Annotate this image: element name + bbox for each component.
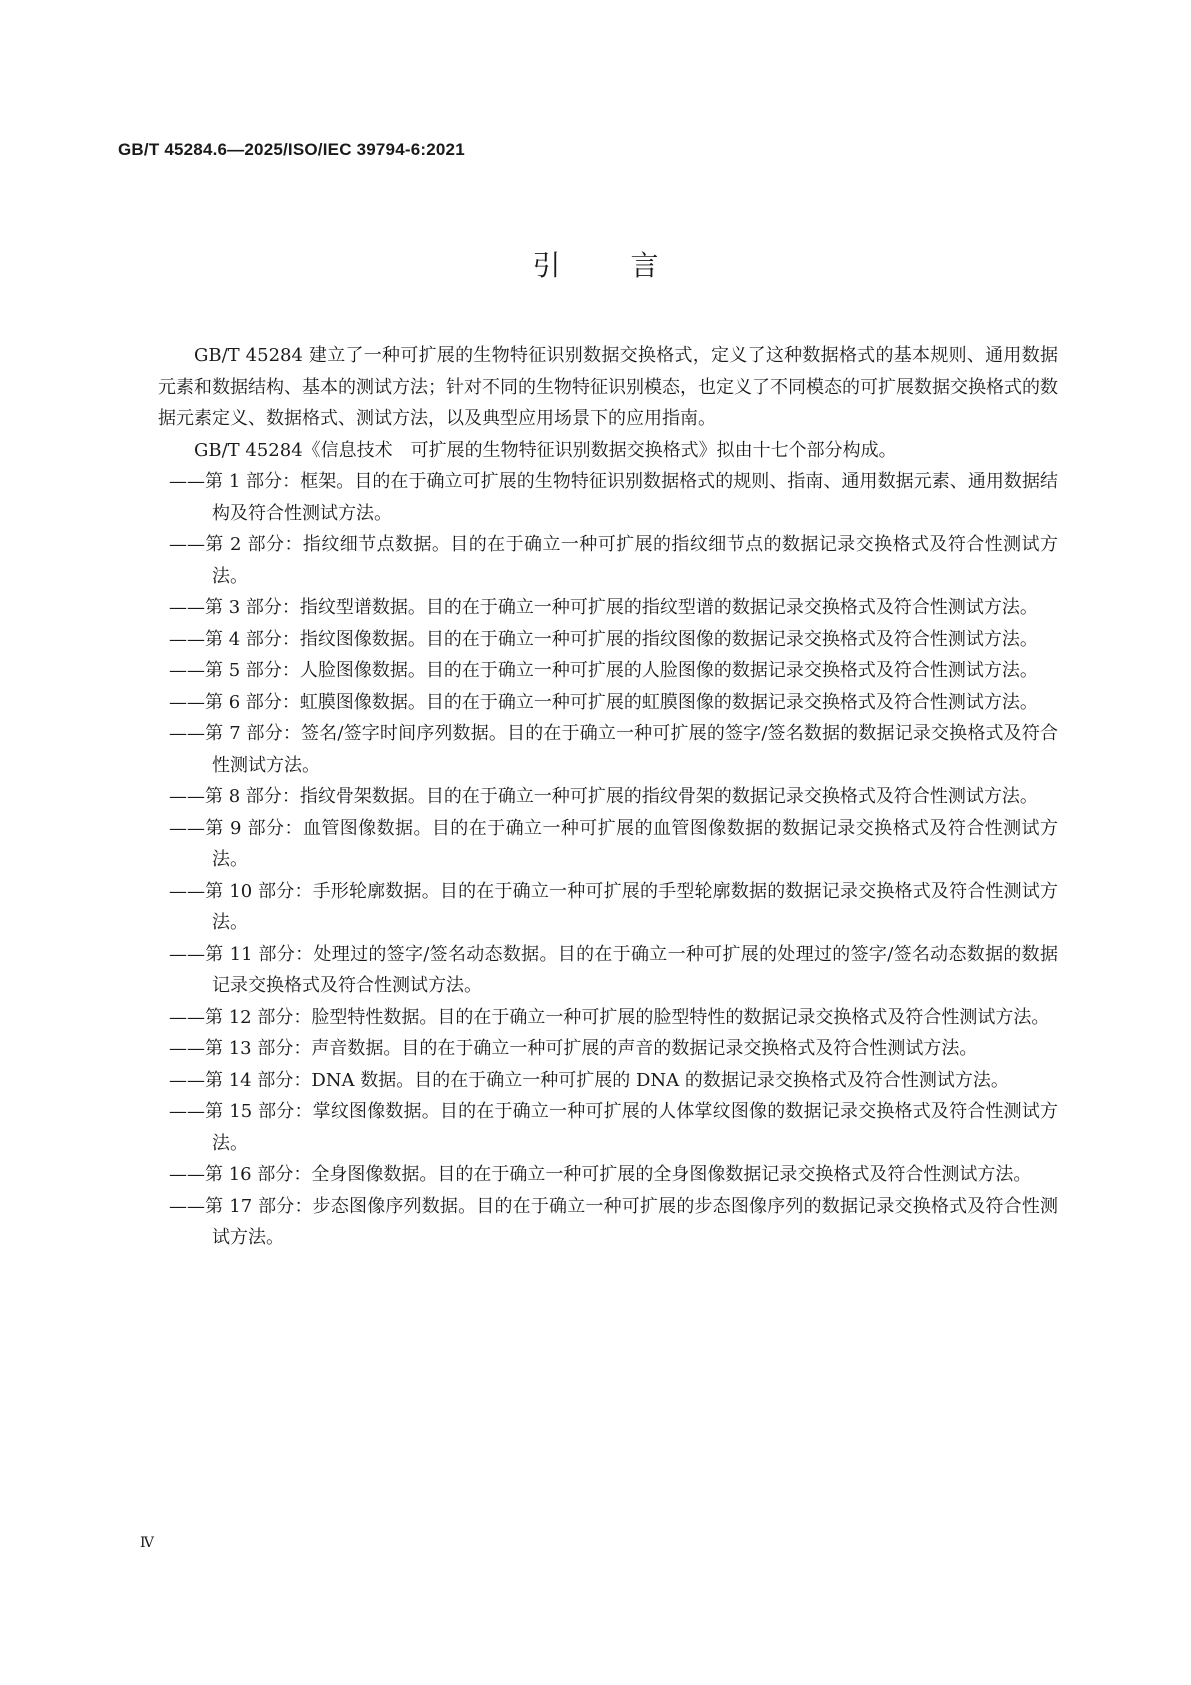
part-list-item: ——第 5 部分：人脸图像数据。目的在于确立一种可扩展的人脸图像的数据记录交换格式及符合性测试方法。: [169, 660, 1038, 681]
part-list-item: ——第 13 部分：声音数据。目的在于确立一种可扩展的声音的数据记录交换格式及符合性测试方法。: [169, 1038, 978, 1059]
part-list-item: ——第 1 部分：框架。目的在于确立可扩展的生物特征识别数据格式的规则、指南、通用数据元素、通用数据结构及符合性测试方法。: [169, 471, 1058, 524]
part-list-item: ——第 12 部分：脸型特性数据。目的在于确立一种可扩展的脸型特性的数据记录交换格式及符合性测试方法。: [169, 1006, 1050, 1028]
standard-number-header: GB/T 45284.6—2025/ISO/IEC 39794-6:2021: [118, 140, 465, 159]
part-list-item: ——第 4 部分：指纹图像数据。目的在于确立一种可扩展的指纹图像的数据记录交换格式及符合性测试方法。: [169, 628, 1038, 650]
part-list-item: ——第 10 部分：手形轮廓数据。目的在于确立一种可扩展的手型轮廓数据的数据记录交换格式及符合性测试方法。: [169, 880, 1058, 933]
page-title: 引言: [532, 249, 729, 282]
page-number: Ⅳ: [140, 1535, 154, 1551]
intro-paragraph: GB/T 45284《信息技术 可扩展的生物特征识别数据交换格式》拟由十七个部分构成。: [194, 439, 897, 461]
part-list-item: ——第 7 部分：签名/签字时间序列数据。目的在于确立一种可扩展的签字/签名数据的数据记录交换格式及符合性测试方法。: [169, 723, 1058, 776]
part-list-item: ——第 6 部分：虹膜图像数据。目的在于确立一种可扩展的虹膜图像的数据记录交换格式及符合性测试方法。: [169, 691, 1038, 713]
part-list-item: ——第 15 部分：掌纹图像数据。目的在于确立一种可扩展的人体掌纹图像的数据记录交换格式及符合性测试方法。: [169, 1101, 1058, 1154]
intro-paragraph: GB/T 45284 建立了一种可扩展的生物特征识别数据交换格式，定义了这种数据格式的基本规则、通用数据元素和数据结构、基本的测试方法；针对不同的生物特征识别模态，也定义了不同模态的可扩展数据交换格式的数据元素定义、数据格式、测试方法，以及典型应用场景下的应用指南。: [158, 345, 1058, 429]
part-list-item: ——第 11 部分：处理过的签字/签名动态数据。目的在于确立一种可扩展的处理过的签字/签名动态数据的数据记录交换格式及符合性测试方法。: [169, 943, 1058, 996]
part-list-item: ——第 17 部分：步态图像序列数据。目的在于确立一种可扩展的步态图像序列的数据记录交换格式及符合性测试方法。: [169, 1195, 1058, 1248]
part-list-item: ——第 9 部分：血管图像数据。目的在于确立一种可扩展的血管图像数据的数据记录交换格式及符合性测试方法。: [169, 817, 1058, 870]
part-list-item: ——第 8 部分：指纹骨架数据。目的在于确立一种可扩展的指纹骨架的数据记录交换格式及符合性测试方法。: [169, 786, 1038, 807]
part-list-item: ——第 2 部分：指纹细节点数据。目的在于确立一种可扩展的指纹细节点的数据记录交换格式及符合性测试方法。: [169, 534, 1058, 587]
part-list-item: ——第 3 部分：指纹型谱数据。目的在于确立一种可扩展的指纹型谱的数据记录交换格式及符合性测试方法。: [169, 597, 1038, 618]
part-list-item: ——第 16 部分：全身图像数据。目的在于确立一种可扩展的全身图像数据记录交换格式及符合性测试方法。: [169, 1164, 1032, 1185]
introduction-body: [158, 340, 1058, 1254]
part-list-item: ——第 14 部分：DNA 数据。目的在于确立一种可扩展的 DNA 的数据记录交换格式及符合性测试方法。: [169, 1069, 1009, 1091]
